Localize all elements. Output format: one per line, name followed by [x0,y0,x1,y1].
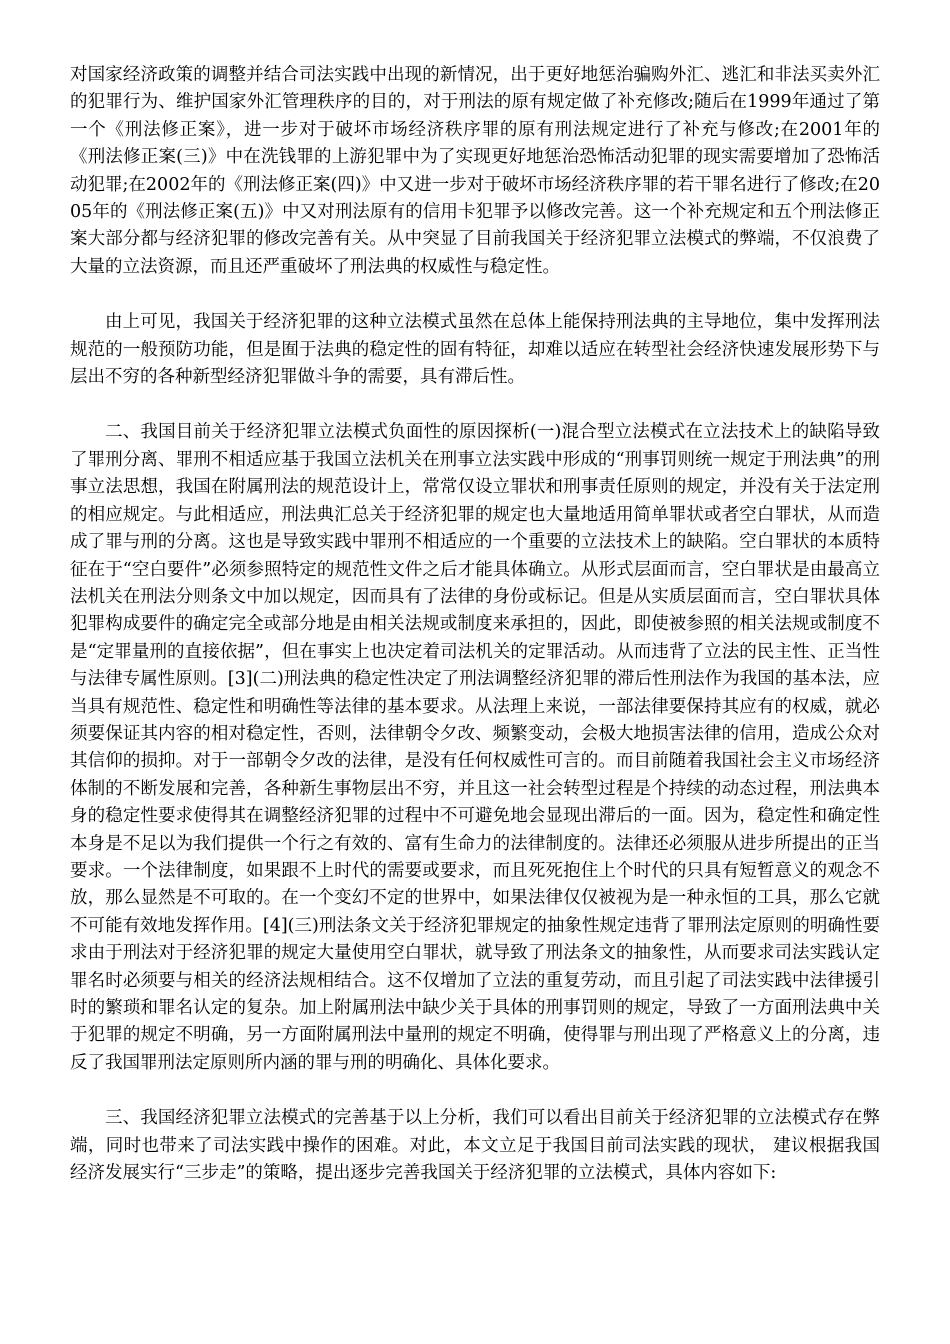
paragraph-gap [70,391,880,419]
document-page [70,62,880,1187]
paragraph-summary: 由上可见，我国关于经济犯罪的这种立法模式虽然在总体上能保持刑法典的主导地位，集中发挥刑法规范的一般预防功能，但是囿于法典的稳定性的固有特征，却难以适应在转型社会经济快速发展形势下与层出不穷的各种新型经济犯罪做斗争的需要，具有滞后性。 [70,312,880,388]
paragraph-gap [70,281,880,309]
paragraph-section-three: 三、我国经济犯罪立法模式的完善基于以上分析，我们可以看出目前关于经济犯罪的立法模式存在弊端，同时也带来了司法实践中操作的困难。对此，本文立足于我国目前司法实践的现状， 建议根据我国经济发展实行“三步走”的策略，提出逐步完善我国关于经济犯罪的立法模式，具体内容如下: [70,1108,880,1184]
paragraph-gap [70,1077,880,1105]
paragraph-continuation: 对国家经济政策的调整并结合司法实践中出现的新情况，出于更好地惩治骗购外汇、逃汇和非法买卖外汇的犯罪行为、维护国家外汇管理秩序的目的，对于刑法的原有规定做了补充修改;随后在1999年通过了第一个《刑法修正案》，进一步对于破坏市场经济秩序罪的原有刑法规定进行了补充与修改;在2001年的《刑法修正案(三)》中在洗钱罪的上游犯罪中为了实现更好地惩治恐怖活动犯罪的现实需要增加了恐怖活动犯罪;在2002年的《刑法修正案(四)》中又进一步对于破坏市场经济秩序罪的若干罪名进行了修改;在2005年的《刑法修正案(五)》中又对刑法原有的信用卡犯罪予以修改完善。这一个补充规定和五个刑法修正案大部分都与经济犯罪的修改完善有关。从中突显了目前我国关于经济犯罪立法模式的弊端，不仅浪费了大量的立法资源，而且还严重破坏了刑法典的权威性与稳定性。 [70,65,880,277]
paragraph-section-two: 二、我国目前关于经济犯罪立法模式负面性的原因探析(一)混合型立法模式在立法技术上的缺陷导致了罪刑分离、罪刑不相适应基于我国立法机关在刑事立法实践中形成的“刑事罚则统一规定于刑法典”的刑事立法思想，我国在附属刑法的规范设计上，常常仅设立罪状和刑事责任原则的规定，并没有关于法定刑的相应规定。与此相适应，刑法典汇总关于经济犯罪的规定也大量地适用简单罪状或者空白罪状，从而造成了罪与刑的分离。这也是导致实践中罪刑不相适应的一个重要的立法技术上的缺陷。空白罪状的本质特征在于“空白要件”必须参照特定的规范性文件之后才能具体确立。从形式层面而言，空白罪状是由最高立法机关在刑法分则条文中加以规定，因而具有了法律的身份或标记。但是从实质层面而言，空白罪状具体犯罪构成要件的确定完全或部分地是由相关法规或制度来承担的，因此，即使被参照的相关法规或制度不是“定罪量刑的直接依据”，但在事实上也决定着司法机关的定罪活动。从而违背了立法的民主性、正当性与法律专属性原则。[3](二)刑法典的稳定性决定了刑法调整经济犯罪的滞后性刑法作为我国的基本法，应当具有规范性、稳定性和明确性等法律的基本要求。从法理上来说，一部法律要保持其应有的权威，就必须要保证其内容的相对稳定性，否则，法律朝令夕改、频繁变动，会极大地损害法律的信用，造成公众对其信仰的损抑。对于一部朝令夕改的法律，是没有任何权威性可言的。而目前随着我国社会主义市场经济体制的不断发展和完善，各种新生事物层出不穷，并且这一社会转型过程是个持续的动态过程，刑法典本身的稳定性要求使得其在调整经济犯罪的过程中不可避免地会显现出滞后的一面。因为，稳定性和确定性本身是不足以为我们提供一个行之有效的、富有生命力的法律制度的。法律还必须服从进步所提出的正当要求。一个法律制度，如果跟不上时代的需要或要求，而且死死抱住上个时代的只具有短暂意义的观念不放，那么显然是不可取的。在一个变幻不定的世界中，如果法律仅仅被视为是一种永恒的工具，那么它就不可能有效地发挥作用。[4](三)刑法条文关于经济犯罪规定的抽象性规定违背了罪刑法定原则的明确性要求由于刑法对于经济犯罪的规定大量使用空白罪状，就导致了刑法条文的抽象性，从而要求司法实践认定罪名时必须要与相关的经济法规相结合。这不仅增加了立法的重复劳动，而且引起了司法实践中法律援引时的繁琐和罪名认定的复杂。加上附属刑法中缺少关于具体的刑事罚则的规定，导致了一方面刑法典中关于犯罪的规定不明确，另一方面附属刑法中量刑的规定不明确，使得罪与刑出现了严格意义上的分离，违反了我国罪刑法定原则所内涵的罪与刑的明确化、具体化要求。 [70,422,880,1073]
